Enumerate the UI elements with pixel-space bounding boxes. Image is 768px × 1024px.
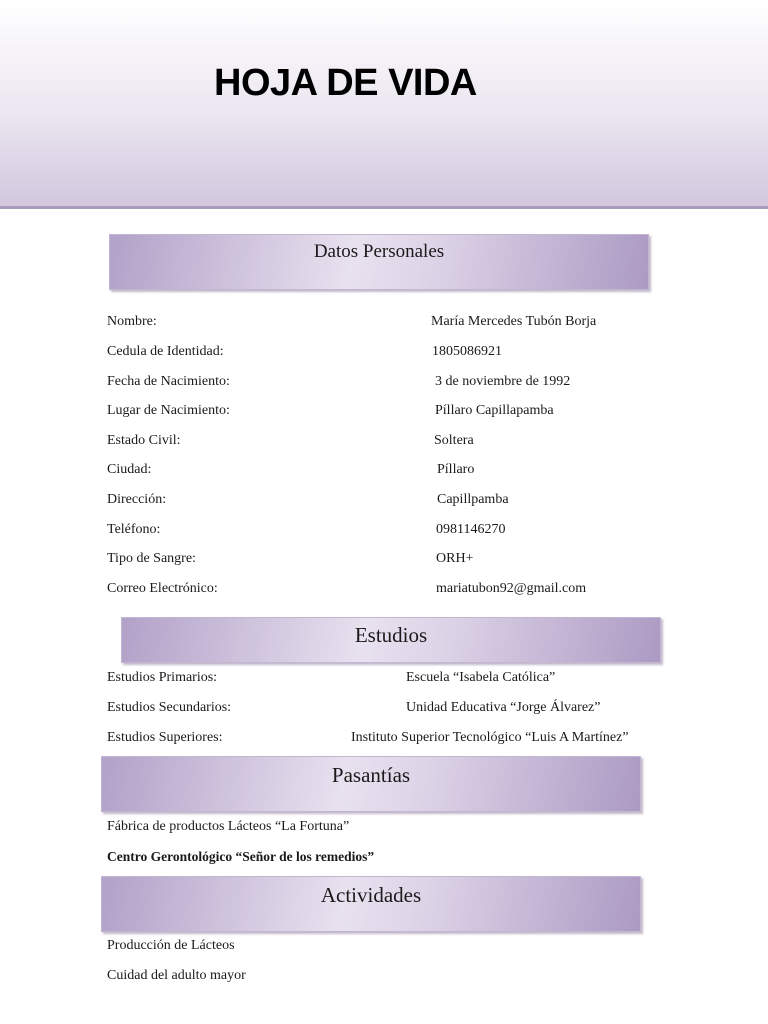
section-banner-activities bbox=[101, 876, 641, 932]
label-fecha-nacimiento: Fecha de Nacimiento: bbox=[107, 374, 230, 389]
label-estudios-primarios: Estudios Primarios: bbox=[107, 670, 218, 685]
value-fecha-nacimiento: 3 de noviembre de 1992 bbox=[435, 374, 571, 389]
value-correo: mariatubon92@gmail.com bbox=[436, 581, 587, 596]
section-heading-activities: Actividades bbox=[320, 883, 422, 907]
value-direccion: Capillpamba bbox=[437, 492, 509, 507]
label-tipo-sangre: Tipo de Sangre: bbox=[107, 551, 196, 566]
label-ciudad: Ciudad: bbox=[107, 462, 152, 477]
label-estudios-superiores: Estudios Superiores: bbox=[107, 730, 223, 745]
section-banner-internships bbox=[101, 756, 641, 812]
label-cedula: Cedula de Identidad: bbox=[107, 344, 224, 359]
label-lugar-nacimiento: Lugar de Nacimiento: bbox=[107, 403, 230, 418]
section-heading-personal: Datos Personales bbox=[313, 241, 445, 262]
value-nombre: María Mercedes Tubón Borja bbox=[431, 314, 597, 329]
section-banner-studies bbox=[121, 617, 661, 663]
value-cedula: 1805086921 bbox=[432, 344, 502, 359]
header-band bbox=[0, 0, 768, 209]
label-estado-civil: Estado Civil: bbox=[107, 433, 181, 448]
value-lugar-nacimiento: Píllaro Capillapamba bbox=[435, 403, 554, 418]
value-ciudad: Píllaro bbox=[437, 462, 475, 477]
activity-item: Cuidad del adulto mayor bbox=[107, 968, 246, 983]
internship-item: Fábrica de productos Lácteos “La Fortuna” bbox=[107, 819, 350, 834]
label-direccion: Dirección: bbox=[107, 492, 167, 507]
value-estudios-superiores: Instituto Superior Tecnológico “Luis A Martínez” bbox=[351, 730, 629, 745]
page-title: HOJA DE VIDA bbox=[214, 62, 477, 104]
value-estudios-primarios: Escuela “Isabela Católica” bbox=[406, 670, 556, 685]
section-heading-internships: Pasantías bbox=[331, 763, 411, 787]
value-estado-civil: Soltera bbox=[434, 433, 474, 448]
activity-item: Producción de Lácteos bbox=[107, 938, 235, 953]
section-banner-personal bbox=[109, 234, 649, 290]
label-estudios-secundarios: Estudios Secundarios: bbox=[107, 700, 232, 715]
internship-item: Centro Gerontológico “Señor de los remedios” bbox=[107, 849, 375, 864]
label-correo: Correo Electrónico: bbox=[107, 581, 218, 596]
section-heading-studies: Estudios bbox=[354, 623, 428, 647]
label-nombre: Nombre: bbox=[107, 314, 157, 329]
label-telefono: Teléfono: bbox=[107, 522, 161, 537]
value-tipo-sangre: ORH+ bbox=[436, 551, 474, 566]
value-estudios-secundarios: Unidad Educativa “Jorge Álvarez” bbox=[406, 700, 601, 715]
value-telefono: 0981146270 bbox=[436, 522, 506, 537]
